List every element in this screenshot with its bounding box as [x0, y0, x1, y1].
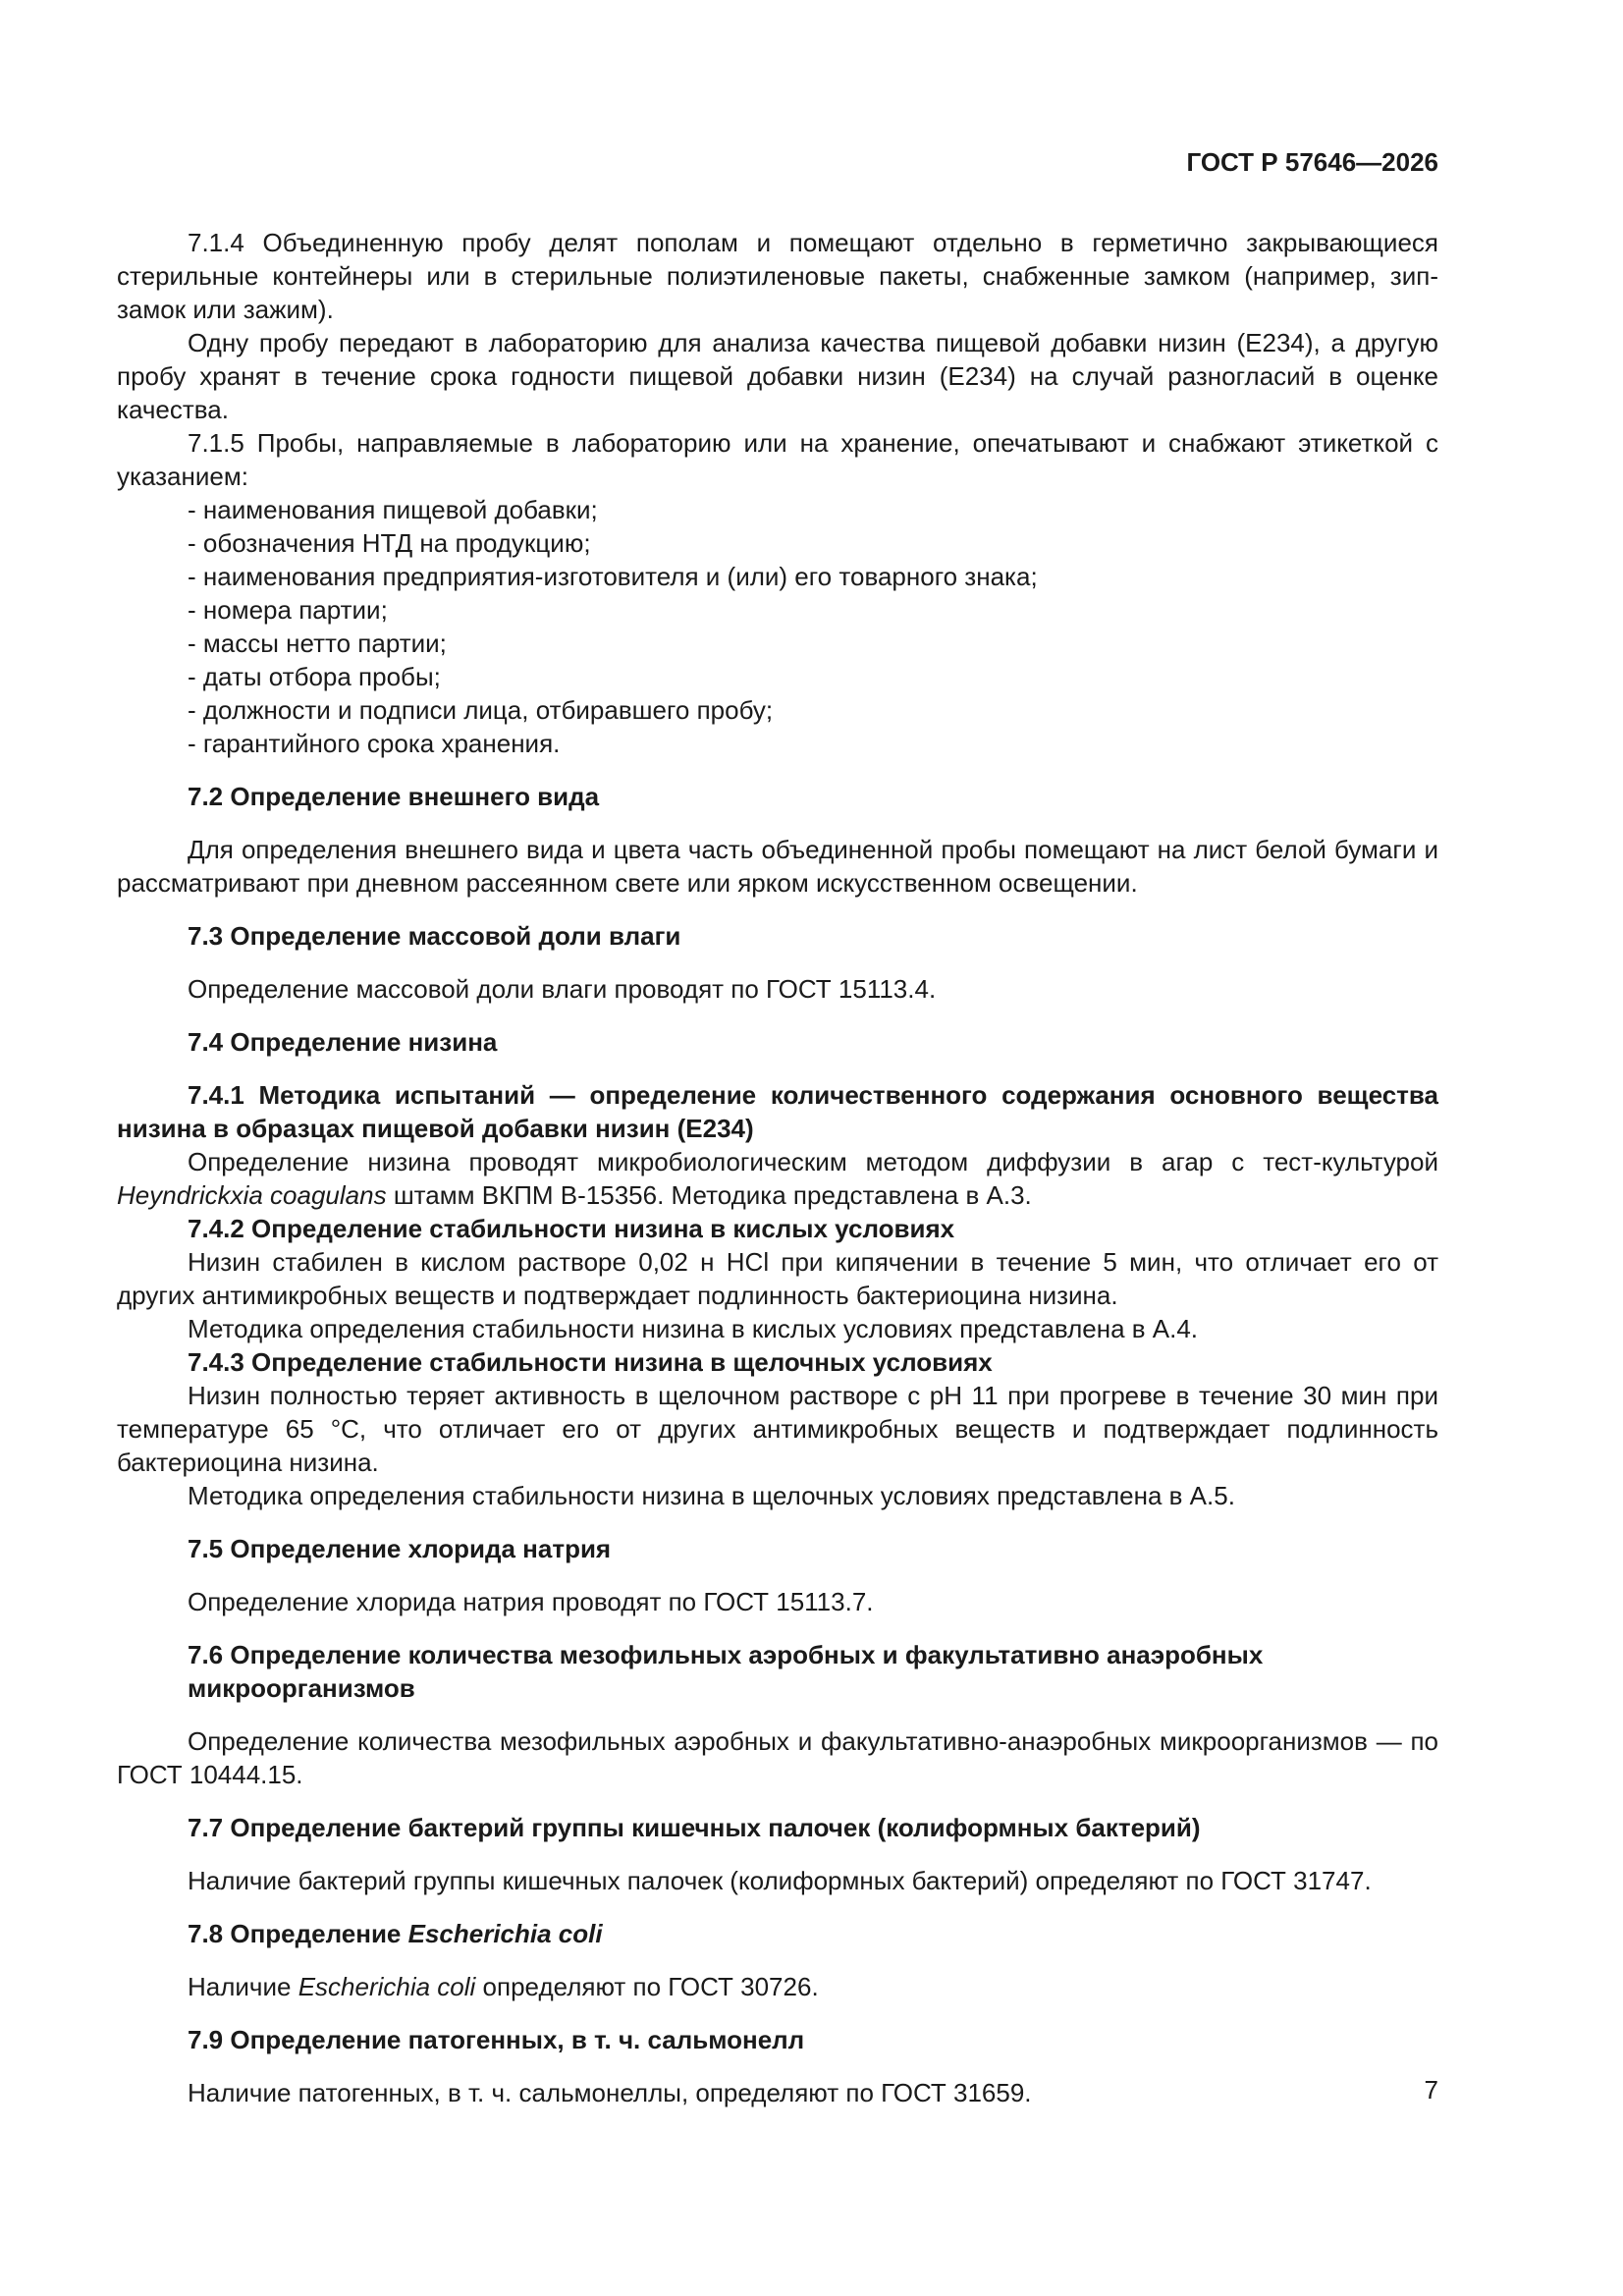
heading-7-4-2: 7.4.2 Определение стабильности низина в кислых условиях [188, 1214, 955, 1243]
paragraph-7-4-1-text: Определение низина проводят микробиологическим методом диффузии в агар с тест-культурой [188, 1147, 1438, 1176]
heading-7-2: 7.2 Определение внешнего вида [188, 782, 600, 811]
heading-7-3: 7.3 Определение массовой доли влаги [188, 921, 681, 951]
paragraph-7-8-text: Наличие [188, 1972, 298, 2001]
paragraph-7-4-1-tail: штамм ВКПМ В-15356. Методика представлена в А.3. [386, 1180, 1032, 1210]
heading-7-4-3: 7.4.3 Определение стабильности низина в щелочных условиях [188, 1347, 993, 1377]
list-item: - должности и подписи лица, отбиравшего пробу; [117, 693, 1438, 727]
paragraph-7-1-5: 7.1.5 Пробы, направляемые в лабораторию или на хранение, опечатывают и снабжают этикеткой с указанием: [117, 428, 1438, 491]
paragraph-7-4-3-b: Методика определения стабильности низина в щелочных условиях представлена в А.5. [188, 1481, 1235, 1510]
list-item: - наименования предприятия-изготовителя и (или) его товарного знака; [117, 560, 1438, 593]
heading-7-9: 7.9 Определение патогенных, в т. ч. сальмонелл [188, 2025, 805, 2054]
heading-7-5: 7.5 Определение хлорида натрия [188, 1534, 612, 1563]
list-item: - номера партии; [117, 593, 1438, 627]
paragraph-7-6: Определение количества мезофильных аэробных и факультативно-анаэробных микроорганизмов — по ГОСТ 10444.15. [117, 1726, 1438, 1789]
paragraph-7-4-1 [117, 1145, 1438, 1212]
paragraph-7-5: Определение хлорида натрия проводят по ГОСТ 15113.7. [188, 1587, 874, 1616]
species-name: Heyndrickxia coagulans [117, 1180, 387, 1210]
paragraph-7-4-3: Низин полностью теряет активность в щелочном растворе с pH 11 при прогреве в течение 30 мин при температуре 65 °С, что отличает его от других антимикробных веществ и подтверждает подлинность бактериоцина низина. [117, 1381, 1438, 1477]
paragraph-7-4-2: Низин стабилен в кислом растворе 0,02 н HCl при кипячении в течение 5 мин, что отличает его от других антимикробных веществ и подтверждает подлинность бактериоцина низина. [117, 1247, 1438, 1310]
heading-7-8-species: Escherichia coli [407, 1919, 603, 1948]
heading-7-4-1: 7.4.1 Методика испытаний — определение количественного содержания основного вещества низина в образцах пищевой добавки низин (Е234) [117, 1080, 1438, 1143]
heading-7-8 [117, 1917, 1438, 1950]
paragraph-7-1-4-b: Одну пробу передают в лабораторию для анализа качества пищевой добавки низин (Е234), а другую пробу хранят в течение срока годности пищевой добавки низин (Е234) на случай разногласий в оценке качества. [117, 328, 1438, 424]
paragraph-7-3: Определение массовой доли влаги проводят по ГОСТ 15113.4. [188, 974, 937, 1004]
document-number-header: ГОСТ Р 57646—2026 [1186, 147, 1438, 177]
paragraph-7-7: Наличие бактерий группы кишечных палочек (колиформных бактерий) определяют по ГОСТ 31747. [188, 1866, 1372, 1895]
heading-7-4: 7.4 Определение низина [188, 1027, 498, 1057]
document-body [117, 226, 1438, 2109]
label-requirements-list [117, 493, 1438, 760]
list-item: - наименования пищевой добавки; [117, 493, 1438, 526]
list-item: - обозначения НТД на продукцию; [117, 526, 1438, 560]
paragraph-7-2: Для определения внешнего вида и цвета часть объединенной пробы помещают на лист белой бумаги и рассматривают при дневном рассеянном свете или ярком искусственном освещении. [117, 835, 1438, 898]
heading-7-7: 7.7 Определение бактерий группы кишечных палочек (колиформных бактерий) [188, 1813, 1201, 1842]
list-item: - гарантийного срока хранения. [117, 727, 1438, 760]
paragraph-7-8-species: Escherichia coli [298, 1972, 476, 2001]
paragraph-7-8-tail: определяют по ГОСТ 30726. [475, 1972, 819, 2001]
paragraph-7-8 [117, 1970, 1438, 2003]
list-item: - массы нетто партии; [117, 627, 1438, 660]
heading-7-6: 7.6 Определение количества мезофильных аэробных и факультативно анаэробных микроорганизмов [188, 1640, 1264, 1703]
list-item: - даты отбора пробы; [117, 660, 1438, 693]
paragraph-7-1-4: 7.1.4 Объединенную пробу делят пополам и помещают отдельно в герметично закрывающиеся стерильные контейнеры или в стерильные полиэтиленовые пакеты, снабженные замком (например, зип-замок или зажим). [117, 228, 1438, 324]
paragraph-7-4-2-b: Методика определения стабильности низина в кислых условиях представлена в А.4. [188, 1314, 1199, 1343]
paragraph-7-9: Наличие патогенных, в т. ч. сальмонеллы, определяют по ГОСТ 31659. [188, 2078, 1032, 2107]
page-number: 7 [1424, 2075, 1438, 2105]
heading-7-8-text: 7.8 Определение [188, 1919, 408, 1948]
